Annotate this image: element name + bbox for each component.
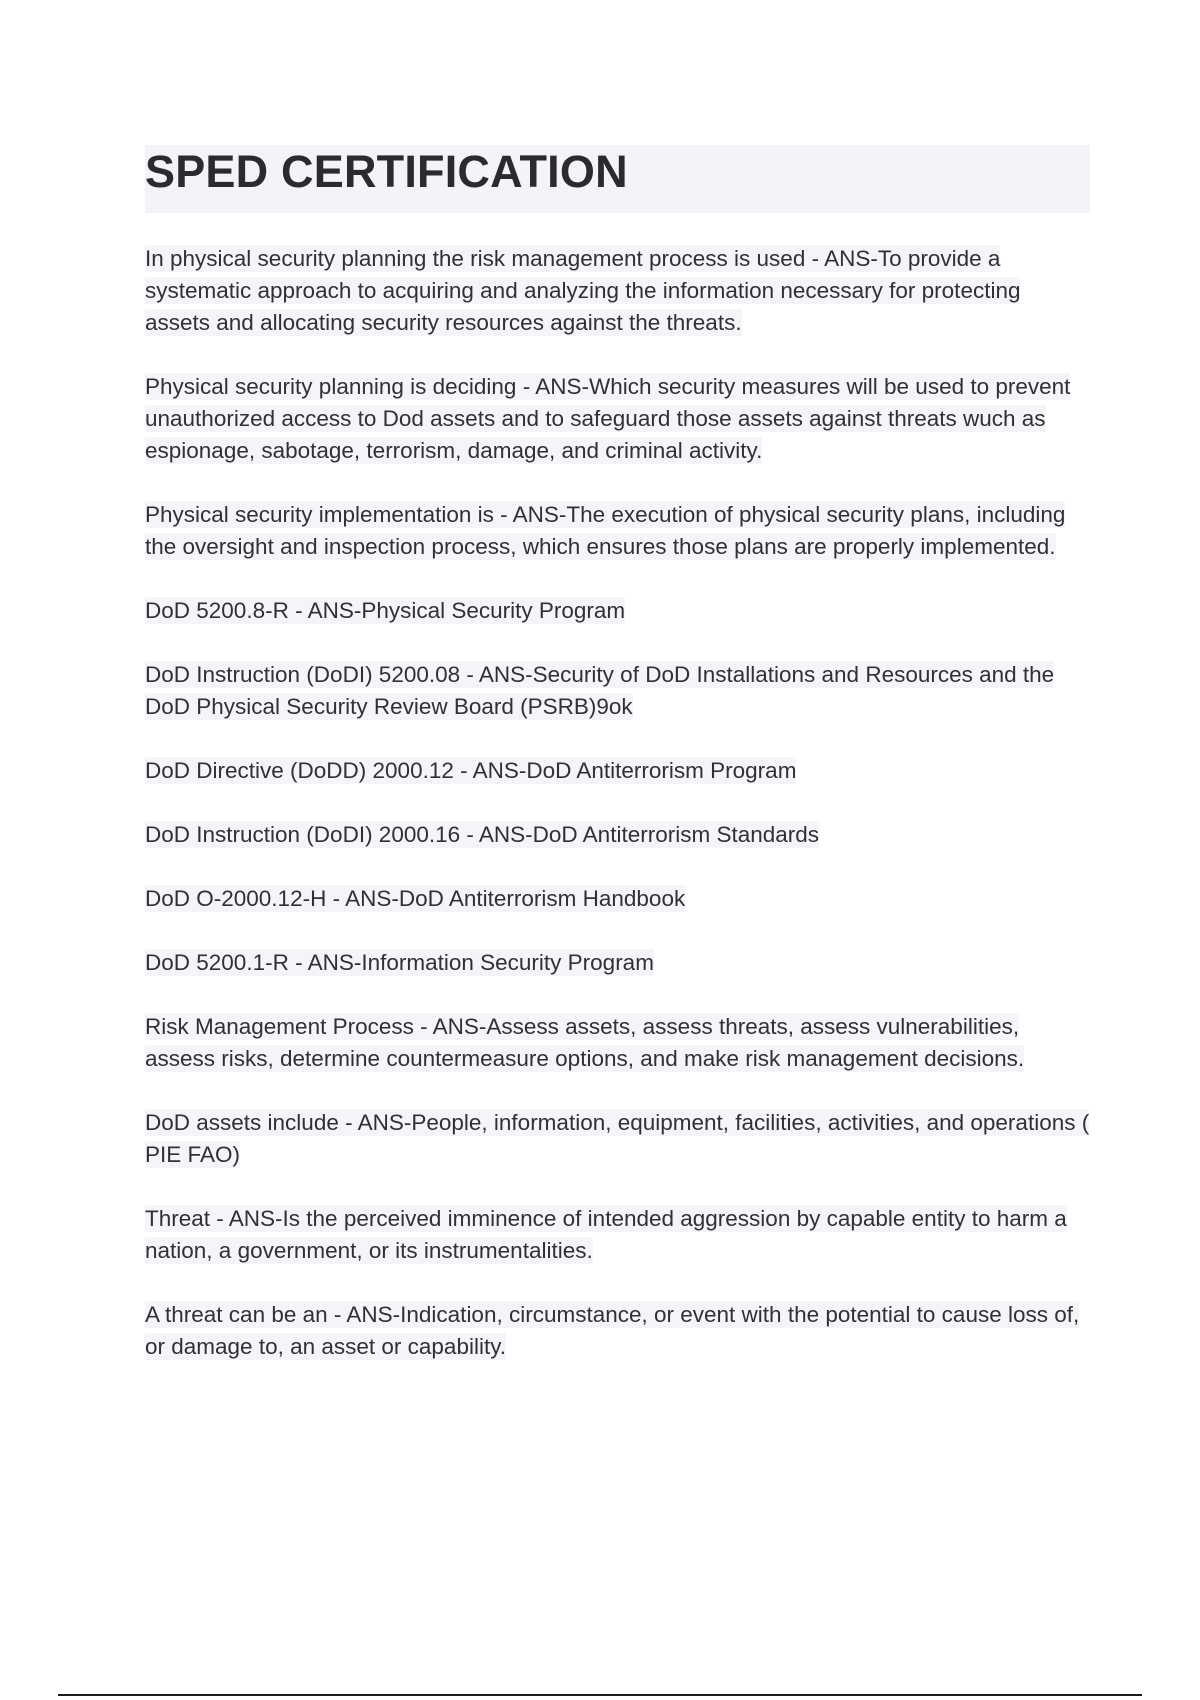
qa-entry — [145, 243, 1090, 339]
qa-entry — [145, 371, 1090, 467]
qa-entry-text: Physical security planning is deciding - ANS-Which security measures will be used to prevent unauthorized access to Dod assets and to safeguard those assets against threats wuch as espionage, sabotage, terrorism, damage, and criminal activity. — [145, 374, 1071, 463]
qa-entry-text: In physical security planning the risk management process is used - ANS-To provide a systematic approach to acquiring and analyzing the information necessary for protecting assets and allocating security resources against the threats. — [145, 246, 1021, 335]
qa-entry-text: Risk Management Process - ANS-Assess assets, assess threats, assess vulnerabilities, assess risks, determine countermeasure options, and make risk management decisions. — [145, 1014, 1025, 1071]
qa-entry-text: DoD O-2000.12-H - ANS-DoD Antiterrorism Handbook — [145, 886, 686, 911]
page-title: SPED CERTIFICATION — [145, 146, 628, 197]
footer-divider — [58, 1694, 1142, 1696]
qa-entry — [145, 659, 1090, 723]
qa-entry-text: DoD Instruction (DoDI) 5200.08 - ANS-Security of DoD Installations and Resources and the DoD Physical Security Review Board (PSRB)9ok — [145, 662, 1055, 719]
qa-entry — [145, 755, 1090, 787]
qa-entry — [145, 883, 1090, 915]
qa-entry-text: DoD Directive (DoDD) 2000.12 - ANS-DoD Antiterrorism Program — [145, 758, 797, 783]
qa-entry-text: DoD assets include - ANS-People, information, equipment, facilities, activities, and operations ( PIE FAO) — [145, 1110, 1090, 1167]
qa-entry-text: Threat - ANS-Is the perceived imminence of intended aggression by capable entity to harm a nation, a government, or its instrumentalities. — [145, 1206, 1067, 1263]
qa-list — [145, 243, 1090, 1395]
qa-entry-text: A threat can be an - ANS-Indication, circumstance, or event with the potential to cause loss of, or damage to, an asset or capability. — [145, 1302, 1080, 1359]
qa-entry — [145, 1107, 1090, 1171]
qa-entry — [145, 947, 1090, 979]
qa-entry — [145, 595, 1090, 627]
qa-entry — [145, 819, 1090, 851]
qa-entry — [145, 1299, 1090, 1363]
qa-entry — [145, 499, 1090, 563]
qa-entry — [145, 1203, 1090, 1267]
qa-entry-text: DoD Instruction (DoDI) 2000.16 - ANS-DoD Antiterrorism Standards — [145, 822, 820, 847]
qa-entry-text: DoD 5200.1-R - ANS-Information Security Program — [145, 950, 654, 975]
qa-entry — [145, 1011, 1090, 1075]
qa-entry-text: DoD 5200.8-R - ANS-Physical Security Program — [145, 598, 626, 623]
qa-entry-text: Physical security implementation is - ANS-The execution of physical security plans, including the oversight and inspection process, which ensures those plans are properly implemented. — [145, 502, 1066, 559]
